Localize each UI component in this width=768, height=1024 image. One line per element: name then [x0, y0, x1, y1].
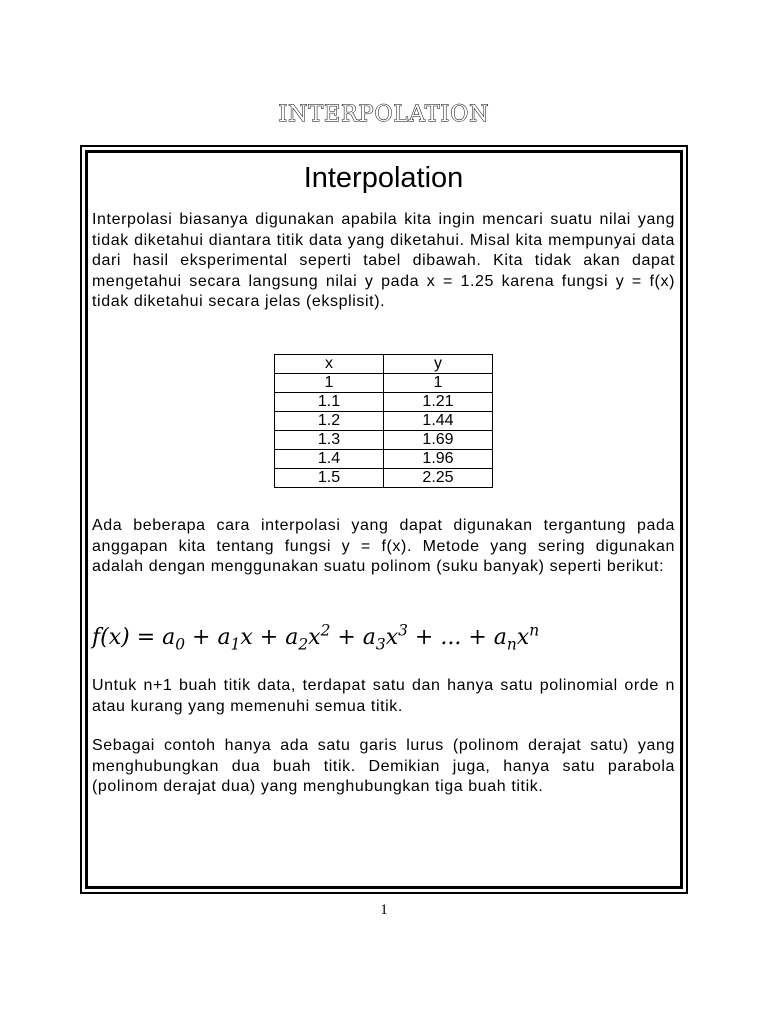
polynomial-equation-text: $f(x) = a_0 + a_1x + a_2x^2 + a_3x^3$ + ... + $a_nx^n$	[92, 622, 540, 654]
column-header-y: y	[384, 355, 493, 374]
table-row	[275, 469, 493, 488]
table-row	[275, 393, 493, 412]
data-table	[274, 354, 493, 488]
table-header-row	[275, 355, 493, 374]
table-cell: 1.44	[384, 412, 493, 431]
table-cell: 1.2	[275, 412, 384, 431]
page-title: Interpolation	[303, 162, 464, 194]
table-cell: 1.1	[275, 393, 384, 412]
intro-paragraph: Interpolasi biasanya digunakan apabila kita ingin mencari suatu nilai yang tidak diketahui diantara titik data yang diketahui. Misal kita mempunyai data dari hasil eksperimental seperti tabel dibawah. Kita tidak akan dapat mengetahui secara langsung nilai y pada x = 1.25 karena fungsi y = f(x) tidak diketahui secara jelas (eksplisit).	[92, 211, 675, 310]
table-cell: 1.96	[384, 450, 493, 469]
table-cell: 2.25	[384, 469, 493, 488]
uniqueness-paragraph: Untuk n+1 buah titik data, terdapat satu dan hanya satu polinomial orde n atau kurang yang memenuhi semua titik.	[92, 677, 675, 715]
polynomial-equation	[92, 622, 539, 654]
page-number: 1	[380, 902, 388, 918]
running-header: INTERPOLATION	[278, 102, 490, 127]
table-cell: 1.21	[384, 393, 493, 412]
table-cell: 1	[275, 374, 384, 393]
table-row	[275, 450, 493, 469]
table-row	[275, 374, 493, 393]
table-row	[275, 412, 493, 431]
table-row	[275, 431, 493, 450]
table-cell: 1.4	[275, 450, 384, 469]
table-cell: 1.3	[275, 431, 384, 450]
example-paragraph: Sebagai contoh hanya ada satu garis lurus (polinom derajat satu) yang menghubungkan dua buah titik. Demikian juga, hanya satu parabola (polinom derajat dua) yang menghubungkan tiga buah titik.	[92, 737, 675, 795]
table-cell: 1.5	[275, 469, 384, 488]
column-header-x: x	[275, 355, 384, 374]
method-paragraph: Ada beberapa cara interpolasi yang dapat digunakan tergantung pada anggapan kita tentang fungsi y = f(x). Metode yang sering digunakan adalah dengan menggunakan suatu polinom (suku banyak) seperti berikut:	[92, 517, 675, 575]
table-cell: 1	[384, 374, 493, 393]
table-cell: 1.69	[384, 431, 493, 450]
